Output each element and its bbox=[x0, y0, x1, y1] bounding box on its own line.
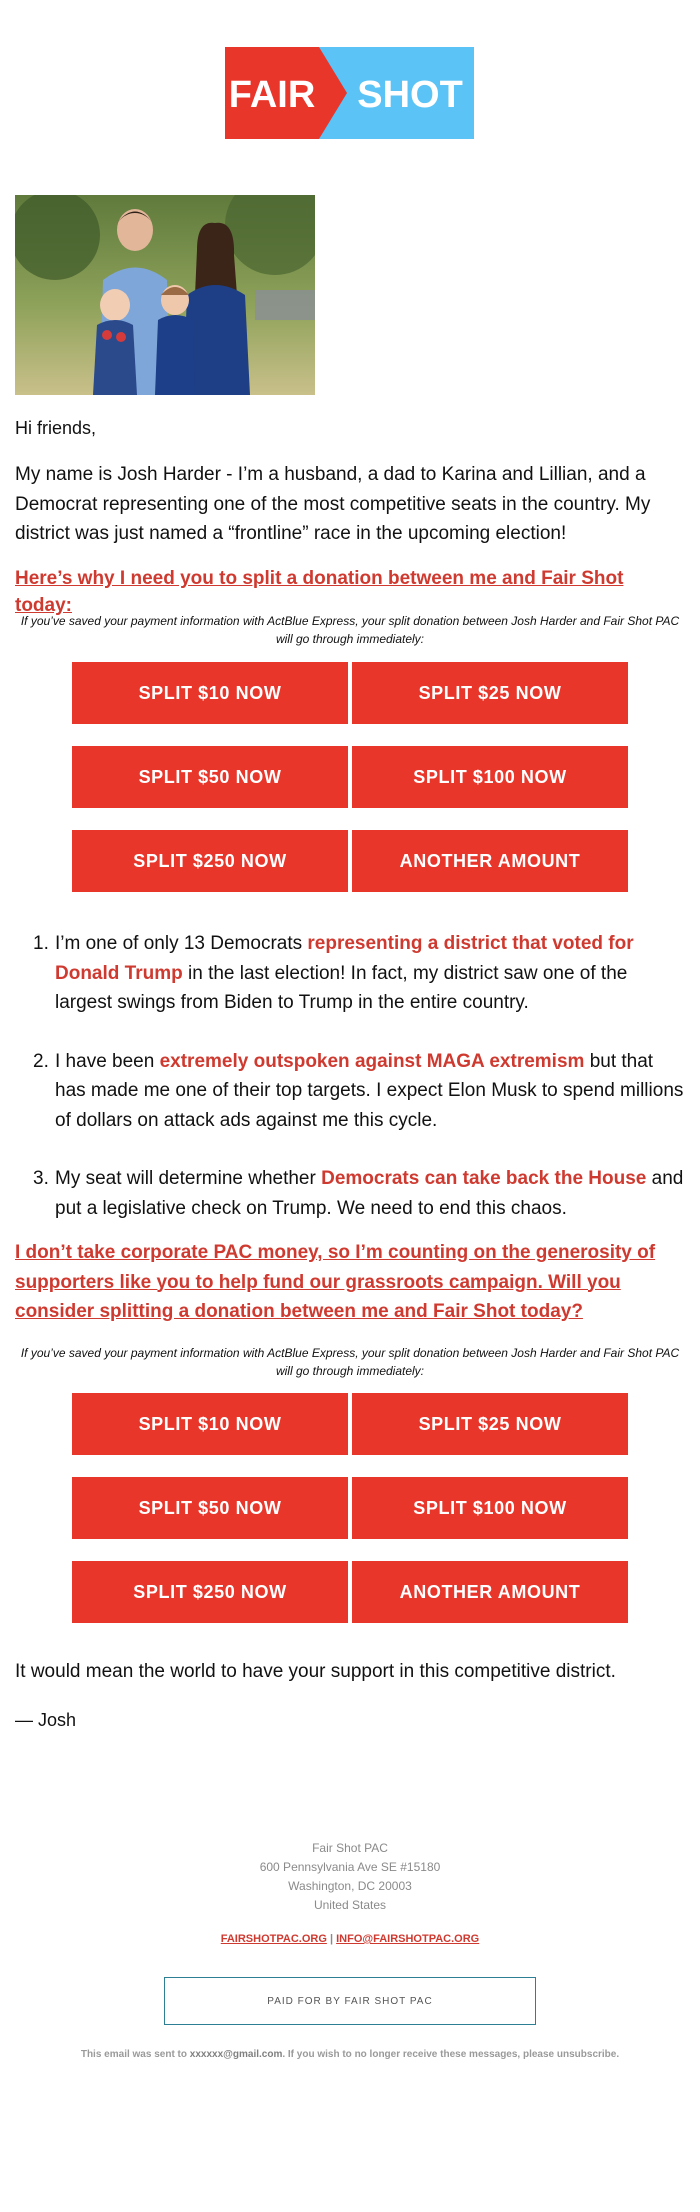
another-amount-button[interactable]: ANOTHER AMOUNT bbox=[352, 1561, 628, 1623]
split-250-button[interactable]: SPLIT $250 NOW bbox=[72, 1561, 348, 1623]
list-number: 2. bbox=[33, 1050, 49, 1072]
footer-street: 600 Pennsylvania Ave SE #15180 bbox=[259, 1860, 441, 1874]
headline-1[interactable] bbox=[15, 565, 685, 619]
unsub-pre: This email was sent to bbox=[80, 2049, 190, 2060]
split-250-button[interactable]: SPLIT $250 NOW bbox=[72, 830, 348, 892]
split-25-button[interactable]: SPLIT $25 NOW bbox=[352, 1393, 628, 1455]
headline-2[interactable] bbox=[15, 1238, 685, 1327]
actblue-note-1: If you’ve saved your payment information with ActBlue Express, your split donation between Josh Harder and Fair Shot PAC will go through immediately: bbox=[20, 614, 680, 646]
closing-line: It would mean the world to have your support in this competitive district. bbox=[15, 1661, 616, 1682]
fair-shot-logo[interactable] bbox=[225, 47, 474, 139]
intro-paragraph: My name is Josh Harder - I’m a husband, a dad to Karina and Lillian, and a Democrat representing one of the most competitive seats in the country. My district was just named a “frontline” race in the upcoming election! bbox=[15, 464, 651, 544]
headline-1-link[interactable]: Here’s why I need you to split a donation between me and Fair Shot today: bbox=[15, 568, 624, 616]
reasons-list bbox=[33, 929, 685, 1252]
greeting: Hi friends, bbox=[15, 418, 97, 438]
reason-emphasis: Democrats can take back the House bbox=[321, 1168, 647, 1189]
email-link[interactable]: INFO@FAIRSHOTPAC.ORG bbox=[336, 1933, 480, 1945]
split-50-button[interactable]: SPLIT $50 NOW bbox=[72, 746, 348, 808]
logo-left-text: FAIR bbox=[228, 74, 316, 116]
split-50-button[interactable]: SPLIT $50 NOW bbox=[72, 1477, 348, 1539]
split-100-button[interactable]: SPLIT $100 NOW bbox=[352, 746, 628, 808]
reason-text: in the last election! In fact, my district saw one of the largest swings from Biden to Trump in the entire country. bbox=[55, 962, 628, 1013]
website-link[interactable]: FAIRSHOTPAC.ORG bbox=[220, 1933, 327, 1945]
recipient-email: xxxxxx@gmail.com bbox=[189, 2049, 283, 2060]
signature: — Josh bbox=[15, 1710, 77, 1730]
split-10-button[interactable]: SPLIT $10 NOW bbox=[72, 662, 348, 724]
split-25-button[interactable]: SPLIT $25 NOW bbox=[352, 662, 628, 724]
list-number: 1. bbox=[33, 933, 49, 954]
family-photo bbox=[15, 195, 315, 395]
actblue-note-2: If you’ve saved your payment information with ActBlue Express, your split donation between Josh Harder and Fair Shot PAC will go through immediately: bbox=[20, 1346, 680, 1378]
list-item bbox=[33, 929, 685, 1018]
unsub-post[interactable]: . If you wish to no longer receive these messages, please unsubscribe. bbox=[282, 2049, 620, 2060]
unsubscribe-note bbox=[0, 2049, 700, 2060]
reason-text: I’m one of only 13 Democrats bbox=[55, 933, 308, 954]
footer-address bbox=[0, 1839, 700, 1915]
reason-text: I have been bbox=[55, 1050, 160, 1072]
headline-2-link[interactable]: I don’t take corporate PAC money, so I’m counting on the generosity of supporters like you to help fund our grassroots campaign. Will you consider splitting a donation between me and Fair Shot today? bbox=[15, 1242, 656, 1322]
split-100-button[interactable]: SPLIT $100 NOW bbox=[352, 1477, 628, 1539]
list-item bbox=[33, 1164, 685, 1223]
footer-org: Fair Shot PAC bbox=[312, 1841, 388, 1855]
reason-emphasis: representing a district that voted for Donald Trump bbox=[55, 933, 634, 984]
list-item bbox=[33, 1047, 685, 1136]
split-10-button[interactable]: SPLIT $10 NOW bbox=[72, 1393, 348, 1455]
link-separator: | bbox=[326, 1933, 337, 1945]
reason-emphasis: extremely outspoken against MAGA extremism bbox=[159, 1050, 585, 1072]
paid-for-box: PAID FOR BY FAIR SHOT PAC bbox=[164, 1977, 536, 2025]
list-number: 3. bbox=[33, 1168, 49, 1189]
another-amount-button[interactable]: ANOTHER AMOUNT bbox=[352, 830, 628, 892]
logo-right-text: SHOT bbox=[357, 74, 463, 116]
reason-text: My seat will determine whether bbox=[55, 1168, 322, 1189]
footer-links bbox=[0, 1933, 700, 1945]
reason-text: but that has made me one of their top targets. I expect Elon Musk to spend millions of dollars on attack ads against me this cycle. bbox=[55, 1050, 684, 1131]
footer-country: United States bbox=[313, 1898, 387, 1912]
footer-city: Washington, DC 20003 bbox=[288, 1879, 412, 1893]
reason-text: and put a legislative check on Trump. We need to end this chaos. bbox=[55, 1168, 684, 1219]
